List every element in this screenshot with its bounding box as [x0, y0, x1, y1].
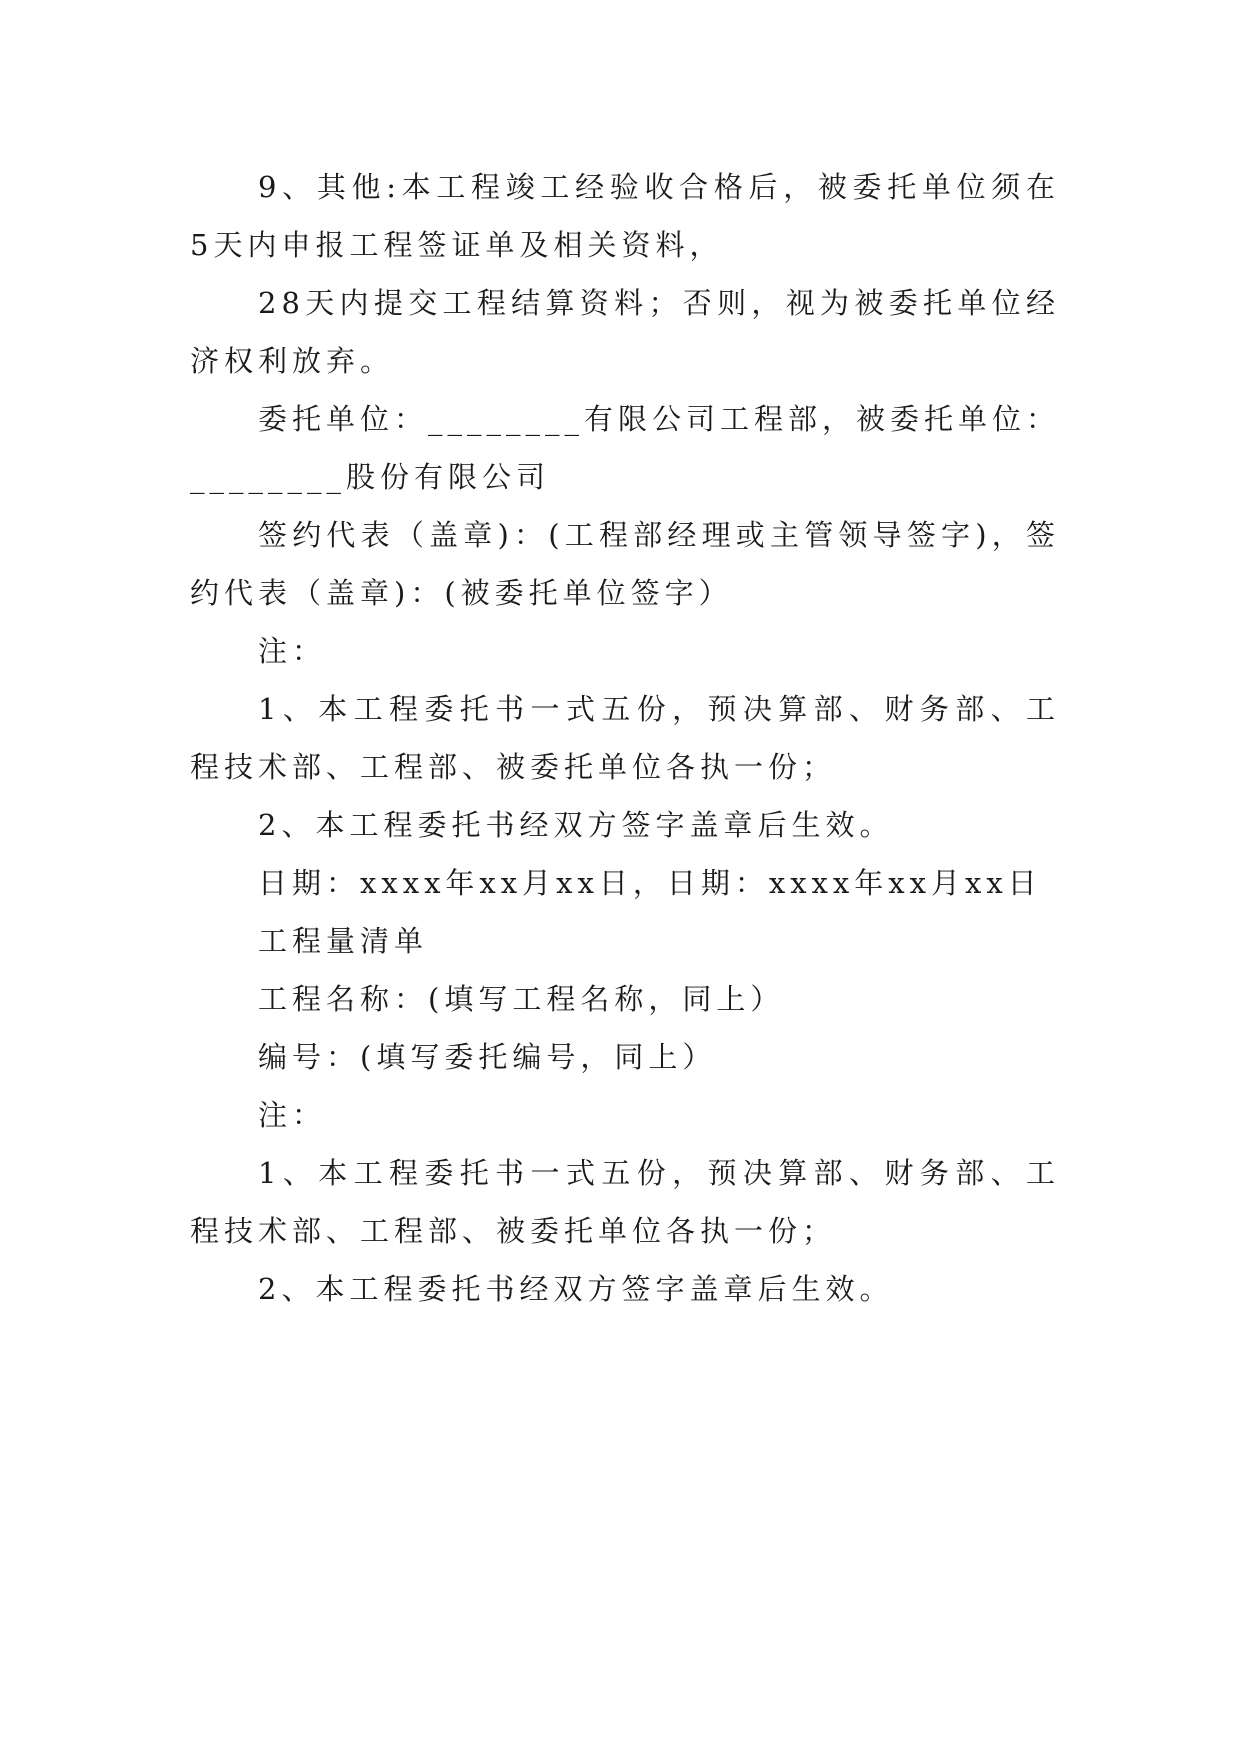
note-item-2-repeat: 2、本工程委托书经双方签字盖章后生效。 — [258, 1272, 894, 1306]
signatories-paragraph: 签约代表（盖章)：(工程部经理或主管领导签字)，签约代表（盖章)：(被委托单位签字） — [190, 518, 1060, 610]
note-item-1: 1、本工程委托书一式五份，预决算部、财务部、工程技术部、工程部、被委托单位各执一份； — [190, 692, 1060, 784]
number-line: 编号：(填写委托编号，同上） — [258, 1040, 717, 1074]
note-heading-2: 注： — [258, 1098, 327, 1132]
date-line: 日期：xxxx年xx月xx日，日期：xxxx年xx月xx日 — [258, 866, 1042, 900]
parties-paragraph: 委托单位：________有限公司工程部，被委托单位：________股份有限公司 — [190, 402, 1061, 494]
settlement-paragraph: 28天内提交工程结算资料；否则，视为被委托单位经济权利放弃。 — [190, 286, 1060, 378]
note-heading: 注： — [258, 634, 327, 668]
document-body — [190, 158, 1060, 1318]
note-item-2: 2、本工程委托书经双方签字盖章后生效。 — [258, 808, 894, 842]
note-item-1-repeat: 1、本工程委托书一式五份，预决算部、财务部、工程技术部、工程部、被委托单位各执一份； — [190, 1156, 1060, 1248]
clause-9-paragraph: 9、其他:本工程竣工经验收合格后，被委托单位须在5天内申报工程签证单及相关资料， — [190, 170, 1060, 262]
section-title: 工程量清单 — [258, 924, 429, 958]
project-name-line: 工程名称：(填写工程名称，同上） — [258, 982, 785, 1016]
